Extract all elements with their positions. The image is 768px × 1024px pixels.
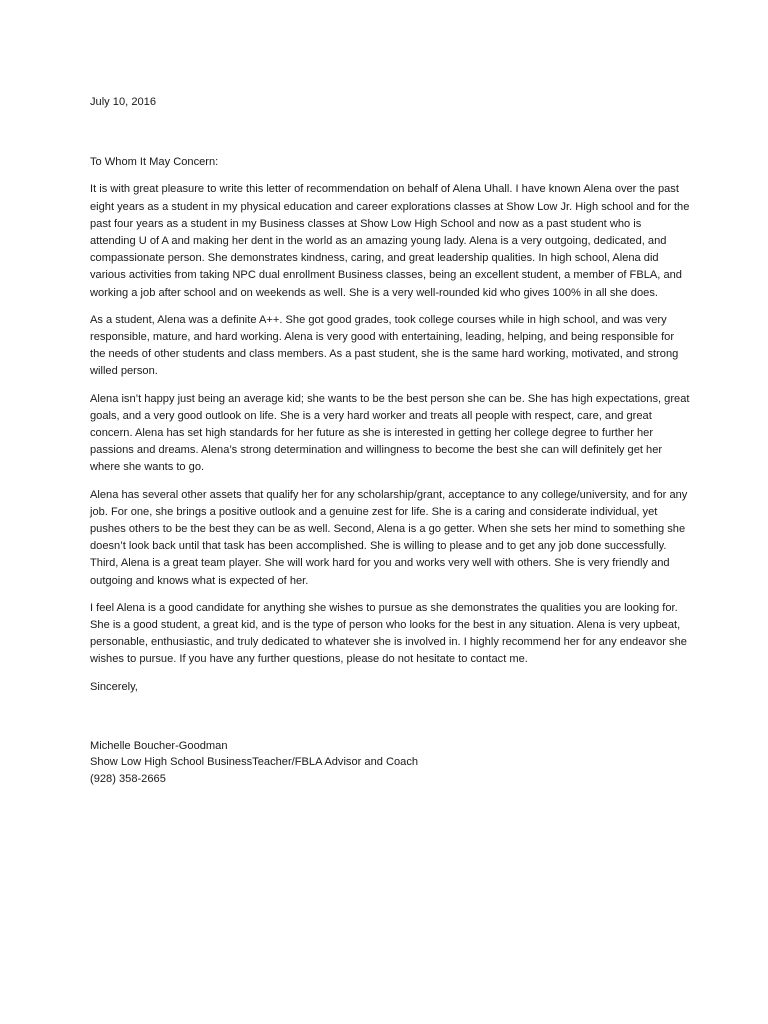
letter-paragraph-4: Alena has several other assets that qualify her for any scholarship/grant, acceptance to any college/university, and for any job. For one, she brings a positive outlook and a genuine zest for life. She is a caring and considerate individual, yet pushes others to be the best they can be as well. Second, Alena is a go getter. When she sets her mind to something she doesn’t look back until that task has been accomplished. She is willing to please and to get any job done successfully. Third, Alena is a great team player. She will work hard for you and works very well with others. She is very friendly and outgoing and knows what is expected of her. [90,488,688,587]
letter-salutation: To Whom It May Concern: [90,156,219,169]
signature-name: Michelle Boucher-Goodman [90,739,228,752]
letter-paragraph-5: I feel Alena is a good candidate for anything she wishes to pursue as she demonstrates the qualities you are looking for. She is a good student, a great kid, and is the type of person who looks for the best in any situation. Alena is very upbeat, personable, enthusiastic, and truly dedicated to whatever she is involved in. I highly recommend her for any endeavor she wishes to pursue. If you have any further questions, please do not hesitate to contact me. [90,601,687,666]
letter-date: July 10, 2016 [90,96,156,108]
signature-title: Show Low High School BusinessTeacher/FBLA Advisor and Coach [90,756,419,769]
letter-paragraph-3: Alena isn’t happy just being an average kid; she wants to be the best person she can be. She has high expectations, great goals, and a very good outlook on life. She is a very hard worker and treats all people with respect, care, and great concern. Alena has set high standards for her future as she is interested in getting her college degree to further her passions and dreams. Alena’s strong determination and willingness to become the best she can will definitely get her where she wants to go. [90,392,690,474]
letter-paragraph-1: It is with great pleasure to write this letter of recommendation on behalf of Alena Uhall. I have known Alena over the past eight years as a student in my physical education and career explorations classes at Show Low Jr. High school and for the past four years as a student in my Business classes at Show Low High School and now as a past student who is attending U of A and making her dent in the world as an amazing young lady. Alena is a very outgoing, dedicated, and compassionate person. She demonstrates kindness, caring, and great leadership qualities. In high school, Alena did various activities from taking NPC dual enrollment Business classes, being an excellent student, a member of FBLA, and working a job after school and on weekends as well. She is a very well-rounded kid who gives 100% in all she does. [90,183,690,299]
letter-closing: Sincerely, [90,680,138,693]
recommendation-letter [90,94,690,788]
letter-paragraph-2: As a student, Alena was a definite A++. She got good grades, took college courses while in high school, and was very responsible, mature, and hard working. Alena is very good with entertaining, leading, helping, and being responsible for the needs of other students and class members. As a past student, she is the same hard working, motivated, and strong willed person. [90,313,679,378]
signature-block [90,738,690,788]
signature-phone: (928) 358-2665 [90,773,166,786]
